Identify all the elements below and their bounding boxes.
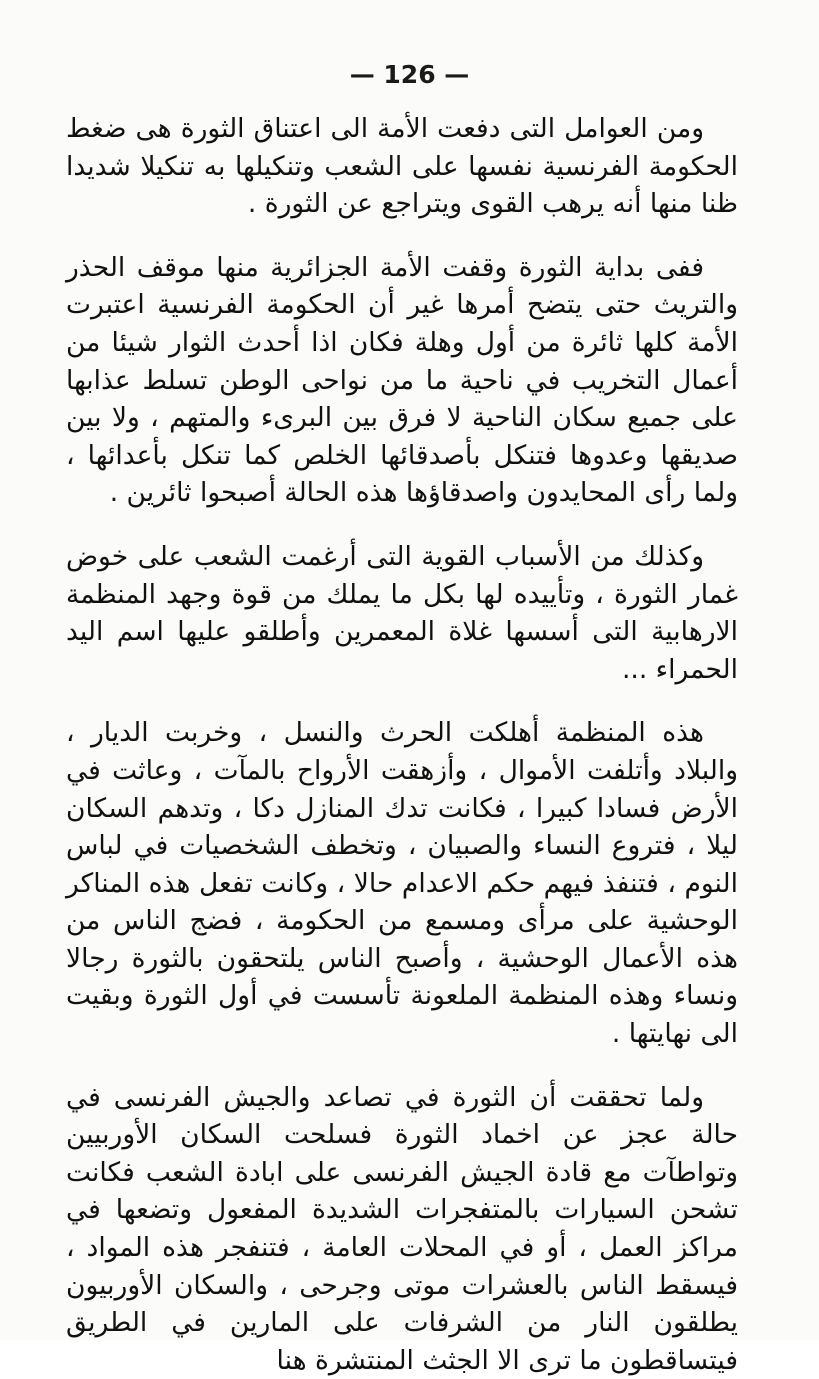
paragraph-4: هذه المنظمة أهلكت الحرث والنسل ، وخربت الديار ، والبلاد وأتلفت الأموال ، وأزهقت الأرواح بالمآت ، وعاثت في الأرض فسادا كبيرا ، فكانت تدك المنازل دكا ، وتدهم السكان ليلا ، فتروع النساء والصبيان ، وتخطف الشخصيات في لباس النوم ، فتنفذ فيهم حكم الاعدام حالا ، وكانت تفعل هذه المناكر الوحشية على مرأى ومسمع من الحكومة ، فضج الناس من هذه الأعمال الوحشية ، وأصبح الناس يلتحقون بالثورة رجالا ونساء وهذه المنظمة الملعونة تأسست في أول الثورة وبقيت الى نهايتها .	[66, 717, 738, 1050]
paragraph-2: ففى بداية الثورة وقفت الأمة الجزائرية منها موقف الحذر والتريث حتى يتضح أمرها غير أن الحكومة الفرنسية اعتبرت الأمة كلها ثائرة من أول وهلة فكان اذا أحدث الثوار شيئا من أعمال التخريب في ناحية ما من نواحى الوطن تسلط عذابها على جميع سكان الناحية لا فرق بين البرىء والمتهم ، ولا بين صديقها وعدوها فتنكل بأصدقائها الخلص كما تنكل بأعدائها ، ولما رأى المحايدون واصدقاؤها هذه الحالة أصبحوا ثائرين .	[66, 251, 738, 509]
paragraph-5: ولما تحققت أن الثورة في تصاعد والجيش الفرنسى في حالة عجز عن اخماد الثورة فسلحت السكان الأوربيين وتواطآت مع قادة الجيش الفرنسى على ابادة الشعب فكانت تشحن السيارات بالمتفجرات الشديدة المفعول وتضعها في مراكز العمل ، أو في المحلات العامة ، فتنفجر هذه المواد ، فيسقط الناس بالعشرات موتى وجرحى ، والسكان الأوربيون يطلقون النار من الشرفات على المارين في الطريق فيتساقطون ما ترى الا الجثث المنتشرة هنا	[66, 1081, 738, 1376]
body-text	[66, 110, 738, 1379]
paragraph-3: وكذلك من الأسباب القوية التى أرغمت الشعب على خوض غمار الثورة ، وتأييده لها بكل ما يملك من قوة وجهد المنظمة الارهابية التى أسسها غلاة المعمرين وأطلقو عليها اسم اليد الحمراء ...	[66, 540, 738, 685]
paragraph-1: ومن العوامل التى دفعت الأمة الى اعتناق الثورة هى ضغط الحكومة الفرنسية نفسها على الشعب وتنكيلها به تنكيلا شديدا ظنا منها أنه يرهب القوى ويتراجع عن الثورة .	[66, 113, 738, 220]
page-number: — 126 —	[349, 60, 470, 89]
